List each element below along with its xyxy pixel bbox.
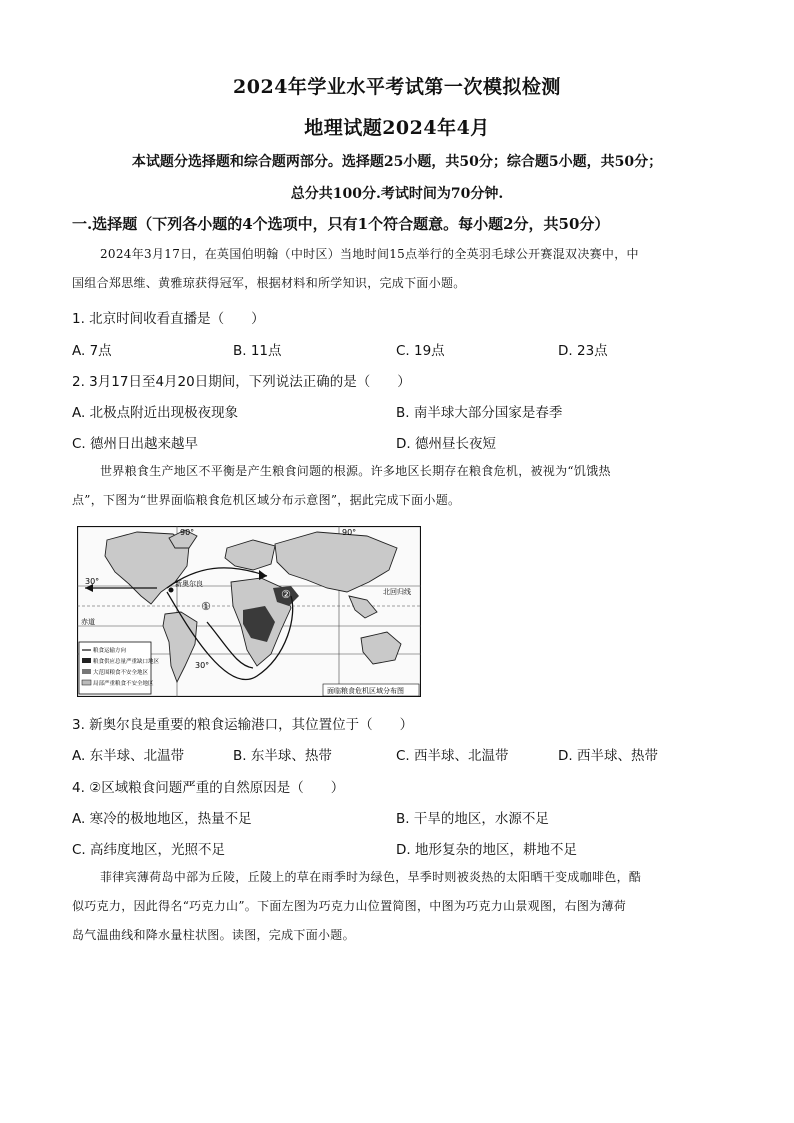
question-1-option-b: B. 11点	[233, 343, 282, 359]
question-4-option-d: D. 地形复杂的地区，耕地不足	[396, 842, 577, 858]
food-crisis-map	[77, 526, 421, 697]
legend-item-3: 大范围粮食不安全地区	[93, 670, 149, 676]
legend-item-4: 局部严重粮食不安全地区	[93, 681, 154, 687]
question-3-stem: 3. 新奥尔良是重要的粮食运输港口，其位置位于（ ）	[72, 717, 414, 733]
question-3-option-b: B. 东半球、热带	[233, 748, 332, 764]
map-equator-label: 赤道	[81, 618, 95, 626]
legend-item-1: 粮食运输方向	[93, 648, 127, 654]
exam-subtitle: 地理试题2024年4月	[304, 117, 490, 139]
map-lat-30n: 30°	[85, 577, 100, 586]
passage-3	[72, 863, 722, 950]
passage-3-line-1: 菲律宾薄荷岛中部为丘陵，丘陵上的草在雨季时为绿色，旱季时则被炎热的太阳晒干变成咖啡色，酷	[100, 870, 642, 884]
map-tropic-label: 北回归线	[383, 588, 411, 596]
map-lon-left: 90°	[180, 528, 195, 537]
map-marker-1: ①	[201, 600, 211, 613]
question-3-option-d: D. 西半球、热带	[558, 748, 658, 764]
exam-intro-line-2: 总分共100分.考试时间为70分钟.	[290, 186, 504, 202]
question-3-option-c: C. 西半球、北温带	[396, 748, 509, 764]
question-2-option-c: C. 德州日出越来越早	[72, 436, 199, 452]
question-2-option-a: A. 北极点附近出现极夜现象	[72, 405, 239, 421]
question-1-stem: 1. 北京时间收看直播是（ ）	[72, 311, 265, 327]
exam-title: 2024年学业水平考试第一次模拟检测	[233, 76, 561, 98]
passage-1	[72, 240, 722, 298]
passage-1-line-1: 2024年3月17日，在英国伯明翰（中时区）当地时间15点举行的全英羽毛球公开赛混双决赛中，中	[100, 247, 639, 261]
passage-1-line-2: 国组合郑思维、黄雅琼获得冠军，根据材料和所学知识，完成下面小题。	[72, 276, 466, 290]
map-lat-30s: 30°	[195, 661, 210, 670]
passage-2-line-1: 世界粮食生产地区不平衡是产生粮食问题的根源。许多地区长期存在粮食危机，被视为“饥饿热	[100, 464, 611, 478]
map-city-marker	[169, 588, 174, 593]
food-crisis-map-graphic	[77, 526, 421, 697]
question-2-option-b: B. 南半球大部分国家是春季	[396, 405, 563, 421]
question-1-option-a: A. 7点	[72, 343, 112, 359]
passage-2-line-2: 点”，下图为“世界面临粮食危机区域分布示意图”，据此完成下面小题。	[72, 493, 461, 507]
legend-item-2: 粮食供应总量严重缺口地区	[93, 659, 160, 665]
question-1-option-d: D. 23点	[558, 343, 608, 359]
question-1-option-c: C. 19点	[396, 343, 445, 359]
question-4-option-c: C. 高纬度地区，光照不足	[72, 842, 226, 858]
question-2-option-d: D. 德州昼长夜短	[396, 436, 496, 452]
question-3-option-a: A. 东半球、北温带	[72, 748, 185, 764]
map-legend	[79, 642, 160, 694]
question-2-stem: 2. 3月17日至4月20日期间，下列说法正确的是（ ）	[72, 374, 411, 390]
question-4-option-a: A. 寒冷的极地地区，热量不足	[72, 811, 252, 827]
passage-3-line-2: 似巧克力，因此得名“巧克力山”。下面左图为巧克力山位置简图，中图为巧克力山景观图，右图为薄荷	[72, 899, 627, 913]
passage-2	[72, 457, 722, 515]
map-lon-right: 90°	[342, 528, 357, 537]
map-caption: 面临粮食危机区域分布图	[327, 687, 404, 695]
map-city-label: 新奥尔良	[175, 580, 203, 588]
question-4-option-b: B. 干旱的地区，水源不足	[396, 811, 549, 827]
section-heading: 一.选择题（下列各小题的4个选项中，只有1个符合题意。每小题2分，共50分）	[72, 215, 610, 233]
map-marker-2: ②	[281, 588, 291, 601]
passage-3-line-3: 岛气温曲线和降水量柱状图。读图，完成下面小题。	[72, 928, 355, 942]
question-4-stem: 4. ②区域粮食问题严重的自然原因是（ ）	[72, 780, 345, 796]
exam-intro-line-1: 本试题分选择题和综合题两部分。选择题25小题，共50分；综合题5小题，共50分；	[131, 154, 663, 170]
